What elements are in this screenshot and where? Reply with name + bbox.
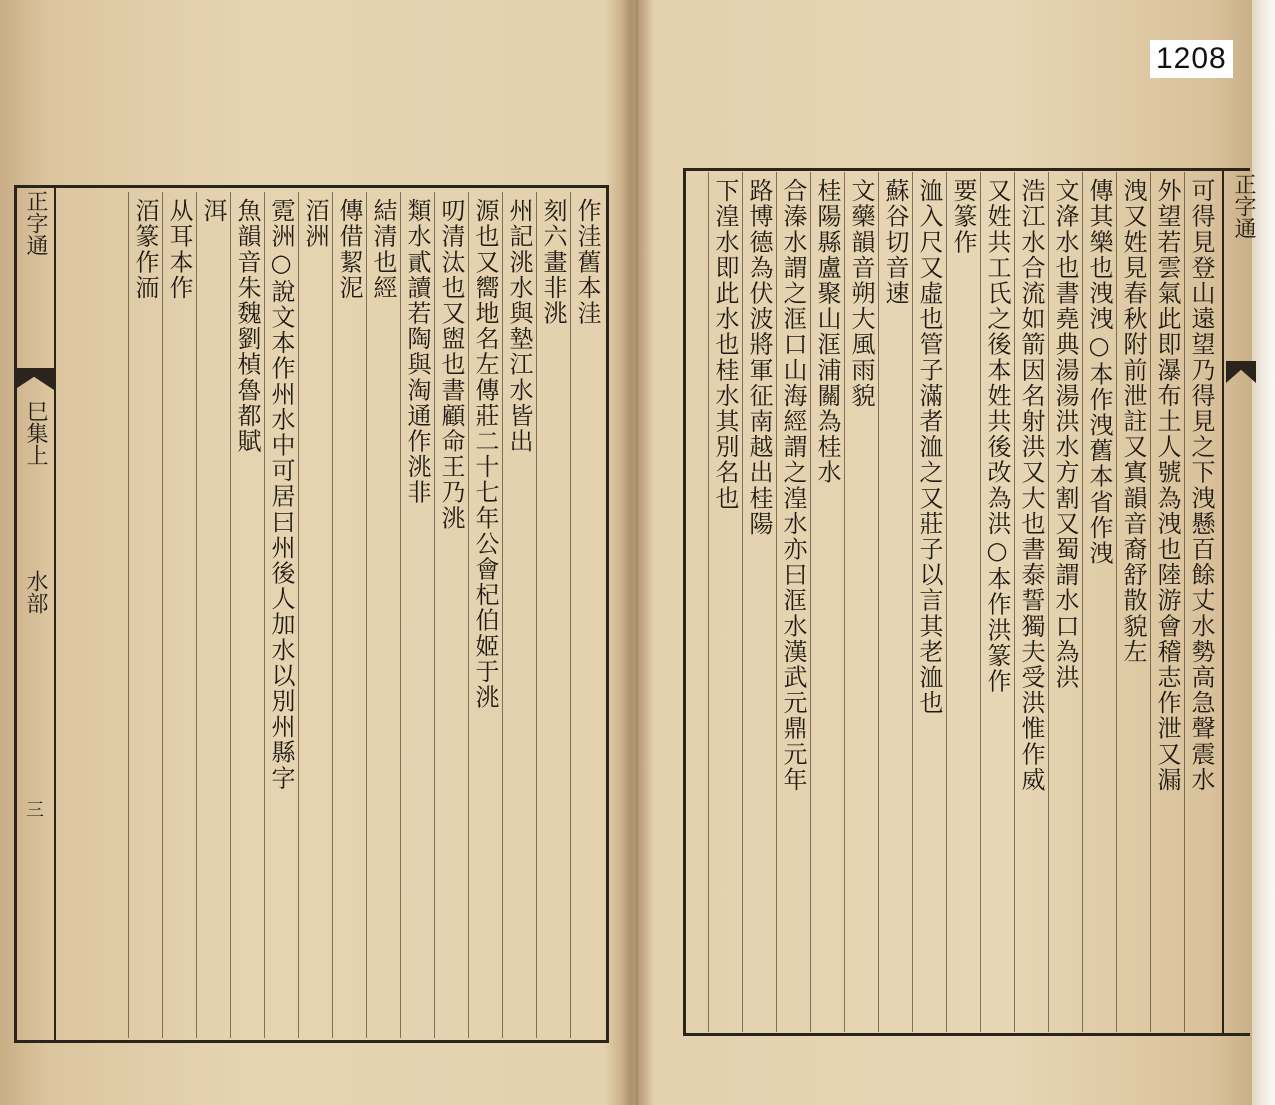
text-column: 路博德為伏波將軍征南越出桂陽 bbox=[742, 172, 776, 1032]
banxin-folio: 三 bbox=[23, 800, 44, 818]
banxin-title: 正字通 bbox=[23, 190, 48, 256]
text-column: 桂陽縣盧聚山洭浦關為桂水 bbox=[810, 172, 844, 1032]
text-column: 蘇谷切音速 bbox=[878, 172, 912, 1032]
text-column: 叨清汰也又盥也書顧命王乃洮 bbox=[434, 192, 468, 1038]
banxin-volume: 巳集上 bbox=[23, 400, 48, 466]
banxin-title: 正字通 bbox=[1231, 173, 1256, 239]
page-number: 1208 bbox=[1150, 40, 1233, 78]
text-column: 傳其樂也洩洩○本作洩舊本省作洩 bbox=[1082, 172, 1116, 1032]
text-column: 又姓共工氏之後本姓共後改為洪○本作洪篆作 bbox=[980, 172, 1014, 1032]
text-column: 洩又姓見春秋附前泄註又寘韻音裔舒散貌左 bbox=[1116, 172, 1150, 1032]
text-column: 洦篆作洏 bbox=[128, 192, 162, 1038]
text-column: 浩江水合流如箭因名射洪又大也書泰誓獨夫受洪惟作威 bbox=[1014, 172, 1048, 1032]
text-column: 洦洲 bbox=[298, 192, 332, 1038]
banxin-section: 水部 bbox=[23, 570, 48, 614]
right-page-banxin bbox=[1222, 171, 1264, 1033]
text-column: 文藥韻音朔大風雨貌 bbox=[844, 172, 878, 1032]
text-column: 作洼舊本洼 bbox=[570, 192, 604, 1038]
left-page-banxin bbox=[14, 188, 56, 1040]
text-column: 合溱水謂之洭口山海經謂之湟水亦曰洭水漢武元鼎元年 bbox=[776, 172, 810, 1032]
text-column: 可得見登山遠望乃得見之下洩懸百餘丈水勢高急聲震水 bbox=[1184, 172, 1218, 1032]
text-column: 洱 bbox=[196, 192, 230, 1038]
text-column: 洫入尺又虛也管子滿者洫之又莊子以言其老洫也 bbox=[912, 172, 946, 1032]
text-column: 州記洮水與墊江水皆出 bbox=[502, 192, 536, 1038]
text-column: 霓洲○說文本作州水中可居曰州後人加水以別州縣字 bbox=[264, 192, 298, 1038]
text-column: 源也又嚮地名左傳莊二十七年公會杞伯姬于洮 bbox=[468, 192, 502, 1038]
left-page-text bbox=[60, 192, 604, 1038]
text-column: 刻六畫非洮 bbox=[536, 192, 570, 1038]
text-column: 傳借絜泥 bbox=[332, 192, 366, 1038]
fishtail-mark bbox=[1226, 361, 1256, 383]
text-column: 魚韻音朱魏劉楨魯都賦 bbox=[230, 192, 264, 1038]
text-column: 要篆作 bbox=[946, 172, 980, 1032]
text-column: 外望若雲氣此即瀑布土人號為洩也陸游會稽志作泄又漏 bbox=[1150, 172, 1184, 1032]
book-gutter bbox=[622, 0, 652, 1105]
right-page-text bbox=[688, 172, 1218, 1032]
text-column: 下湟水即此水也桂水其別名也 bbox=[708, 172, 742, 1032]
text-column: 結清也經 bbox=[366, 192, 400, 1038]
text-column: 从耳本作 bbox=[162, 192, 196, 1038]
text-column: 類水貳讀若陶與淘通作洮非 bbox=[400, 192, 434, 1038]
fishtail-mark bbox=[14, 368, 54, 390]
text-column: 文洚水也書堯典湯湯洪水方割又蜀謂水口為洪 bbox=[1048, 172, 1082, 1032]
